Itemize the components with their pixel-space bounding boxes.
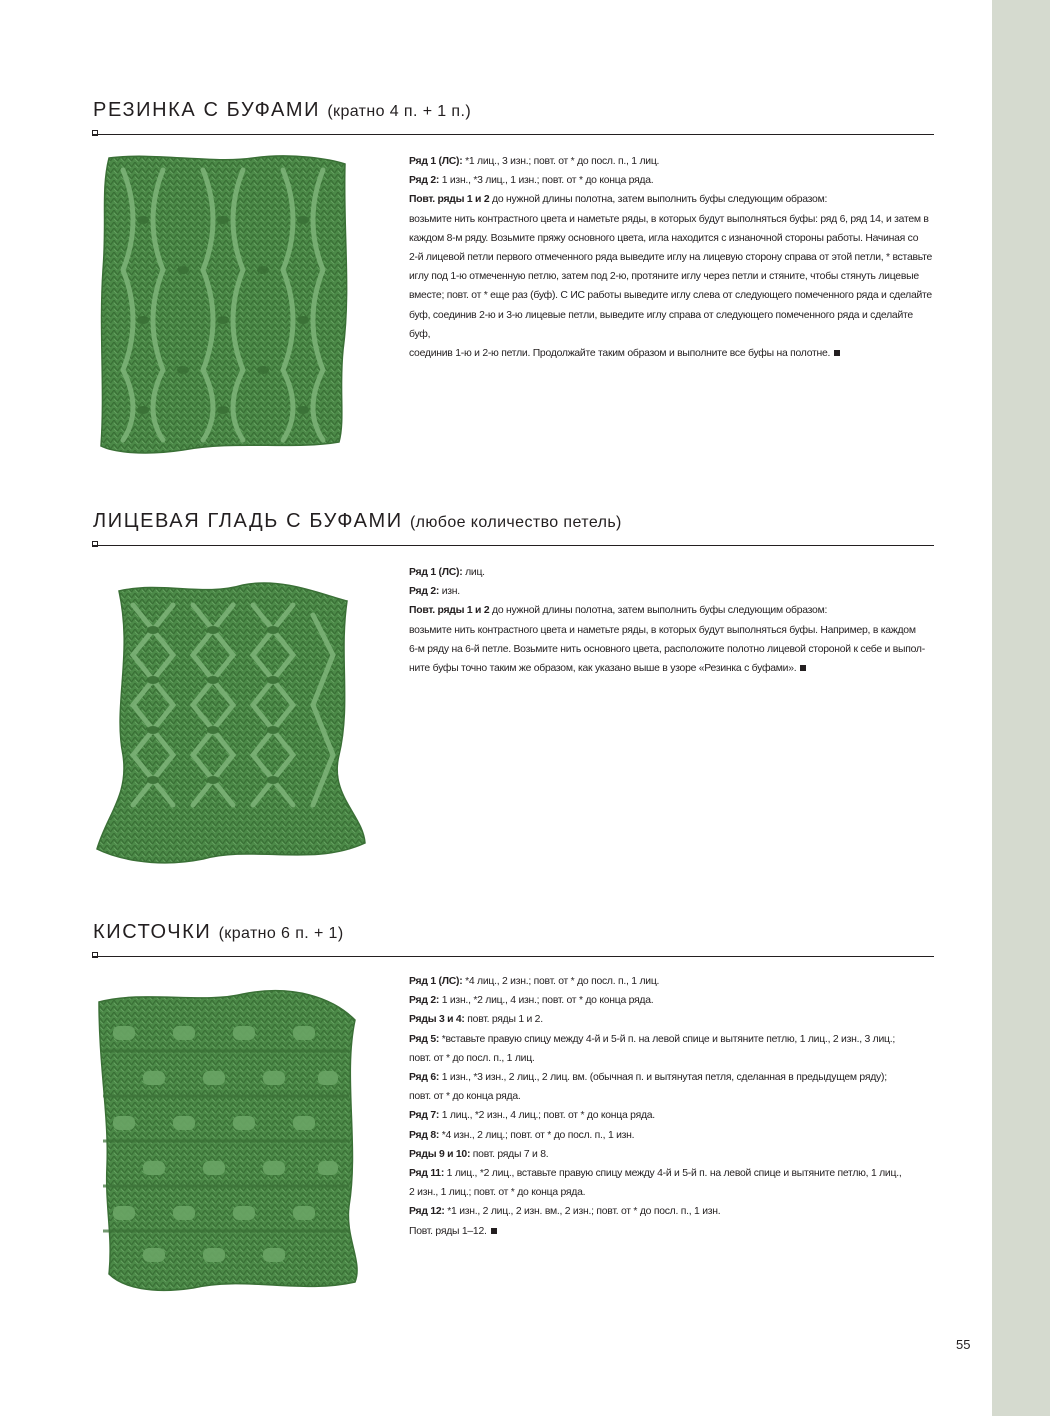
instruction-line: возьмите нить контрастного цвета и наметьте ряды, в которых будут выполняться буфы: ряд 6, ряд 14, и затем в bbox=[409, 213, 929, 225]
instruction-line: 2-й лицевой петли первого отмеченного ряда выведите иглу на лицевую сторону справа от этой петли, * вставьте bbox=[409, 252, 933, 264]
instruction-line: Ряд 2: 1 изн., *2 лиц., 4 изн.; повт. от * до конца ряда. bbox=[409, 995, 654, 1007]
side-color-strip bbox=[992, 0, 1050, 1416]
section-rule bbox=[93, 545, 934, 546]
instruction-line: Повт. ряды 1–12. bbox=[409, 1222, 934, 1241]
instruction-line: соединив 1-ю и 2-ю петли. Продолжайте таким образом и выполните все буфы на полотне. bbox=[409, 344, 934, 363]
section-title-sub: (любое количество петель) bbox=[409, 514, 622, 531]
pattern-section-3 bbox=[93, 920, 935, 1340]
instruction-line: повт. от * до посл. п., 1 лиц. bbox=[409, 1052, 535, 1064]
instruction-line: Ряд 7: 1 лиц., *2 изн., 4 лиц.; повт. от * до конца ряда. bbox=[409, 1110, 655, 1122]
instruction-line: Повт. ряды 1 и 2 до нужной длины полотна, затем выполнить буфы следующим образом: bbox=[409, 194, 828, 206]
section-title-sub: (кратно 4 п. + 1 п.) bbox=[327, 103, 472, 120]
instructions bbox=[409, 563, 934, 678]
section-title-main: КИСТОЧКИ bbox=[93, 921, 212, 943]
rule-marker bbox=[92, 952, 98, 958]
rule-marker bbox=[92, 541, 98, 547]
knit-swatch-image bbox=[93, 976, 365, 1294]
end-marker bbox=[491, 1228, 497, 1234]
instruction-line: ните буфы точно таким же образом, как указано выше в узоре «Резинка с буфами». bbox=[409, 659, 934, 678]
instruction-line: Ряд 12: *1 изн., 2 лиц., 2 изн. вм., 2 изн.; повт. от * до посл. п., 1 изн. bbox=[409, 1206, 721, 1218]
instructions bbox=[409, 152, 934, 363]
instructions bbox=[409, 972, 934, 1241]
knit-swatch-image bbox=[93, 150, 355, 462]
knit-swatch-image bbox=[93, 575, 371, 875]
instruction-line: 2 изн., 1 лиц.; повт. от * до конца ряда. bbox=[409, 1187, 586, 1199]
section-rule bbox=[93, 134, 934, 135]
instruction-line: Ряд 1 (ЛС): лиц. bbox=[409, 567, 485, 578]
instruction-line: иглу под 1-ю отмеченную петлю, затем под 2-ю, протяните иглу через петли и стяните, чтобы стянуть лицевые bbox=[409, 271, 919, 283]
instruction-line: Ряд 8: *4 изн., 2 лиц.; повт. от * до посл. п., 1 изн. bbox=[409, 1129, 635, 1141]
instruction-line: Ряд 2: изн. bbox=[409, 586, 460, 598]
instruction-line: Ряд 1 (ЛС): *4 лиц., 2 изн.; повт. от * до посл. п., 1 лиц. bbox=[409, 976, 660, 987]
instruction-line: повт. от * до конца ряда. bbox=[409, 1091, 521, 1103]
end-marker bbox=[800, 665, 806, 671]
instruction-line: буф, соединив 2-ю и 3-ю лицевые петли, выведите иглу справа от следующего помеченного ряда и сделайте буф, bbox=[409, 309, 913, 340]
instruction-line: 6-м ряду на 6-й петле. Возьмите нить основного цвета, расположите полотно лицевой стороной к себе и выпол- bbox=[409, 643, 925, 655]
instruction-line: вместе; повт. от * еще раз (буф). С ИС работы выведите иглу слева от следующего помеченного ряда и сделайте bbox=[409, 290, 932, 302]
instruction-line: каждом 8-м ряду. Возьмите пряжу основного цвета, игла находится с изнаночной стороны работы. Начиная со bbox=[409, 232, 919, 244]
pattern-section-2 bbox=[93, 509, 935, 879]
instruction-line: Повт. ряды 1 и 2 до нужной длины полотна, затем выполнить буфы следующим образом: bbox=[409, 605, 828, 617]
instruction-line: Ряды 3 и 4: повт. ряды 1 и 2. bbox=[409, 1014, 543, 1026]
section-title-main: РЕЗИНКА С БУФАМИ bbox=[93, 99, 321, 121]
section-title bbox=[93, 509, 622, 535]
section-title-main: ЛИЦЕВАЯ ГЛАДЬ С БУФАМИ bbox=[93, 510, 403, 532]
end-marker bbox=[834, 350, 840, 356]
instruction-line: Ряд 6: 1 изн., *3 изн., 2 лиц., 2 лиц. вм. (обычная п. и вытянутая петля, сделанная в предыдущем ряду); bbox=[409, 1072, 887, 1084]
page-number: 55 bbox=[956, 1337, 971, 1352]
section-title bbox=[93, 920, 344, 946]
instruction-line: Ряды 9 и 10: повт. ряды 7 и 8. bbox=[409, 1148, 549, 1160]
instruction-line: Ряд 11: 1 лиц., *2 лиц., вставьте правую спицу между 4-й и 5-й п. на левой спице и вытяните петлю, 1 лиц., bbox=[409, 1168, 902, 1180]
instruction-line: возьмите нить контрастного цвета и наметьте ряды, в которых будут выполняться буфы. Например, в каждом bbox=[409, 624, 916, 636]
section-title-sub: (кратно 6 п. + 1) bbox=[218, 925, 344, 942]
section-rule bbox=[93, 956, 934, 957]
instruction-line: Ряд 1 (ЛС): *1 лиц., 3 изн.; повт. от * до посл. п., 1 лиц. bbox=[409, 156, 660, 167]
instruction-line: Ряд 2: 1 изн., *3 лиц., 1 изн.; повт. от * до конца ряда. bbox=[409, 175, 654, 187]
pattern-section-1 bbox=[93, 98, 935, 468]
instruction-line: Ряд 5: *вставьте правую спицу между 4-й и 5-й п. на левой спице и вытяните петлю, 1 лиц., 2 изн., 3 лиц.; bbox=[409, 1033, 895, 1045]
rule-marker bbox=[92, 130, 98, 136]
section-title bbox=[93, 98, 471, 124]
